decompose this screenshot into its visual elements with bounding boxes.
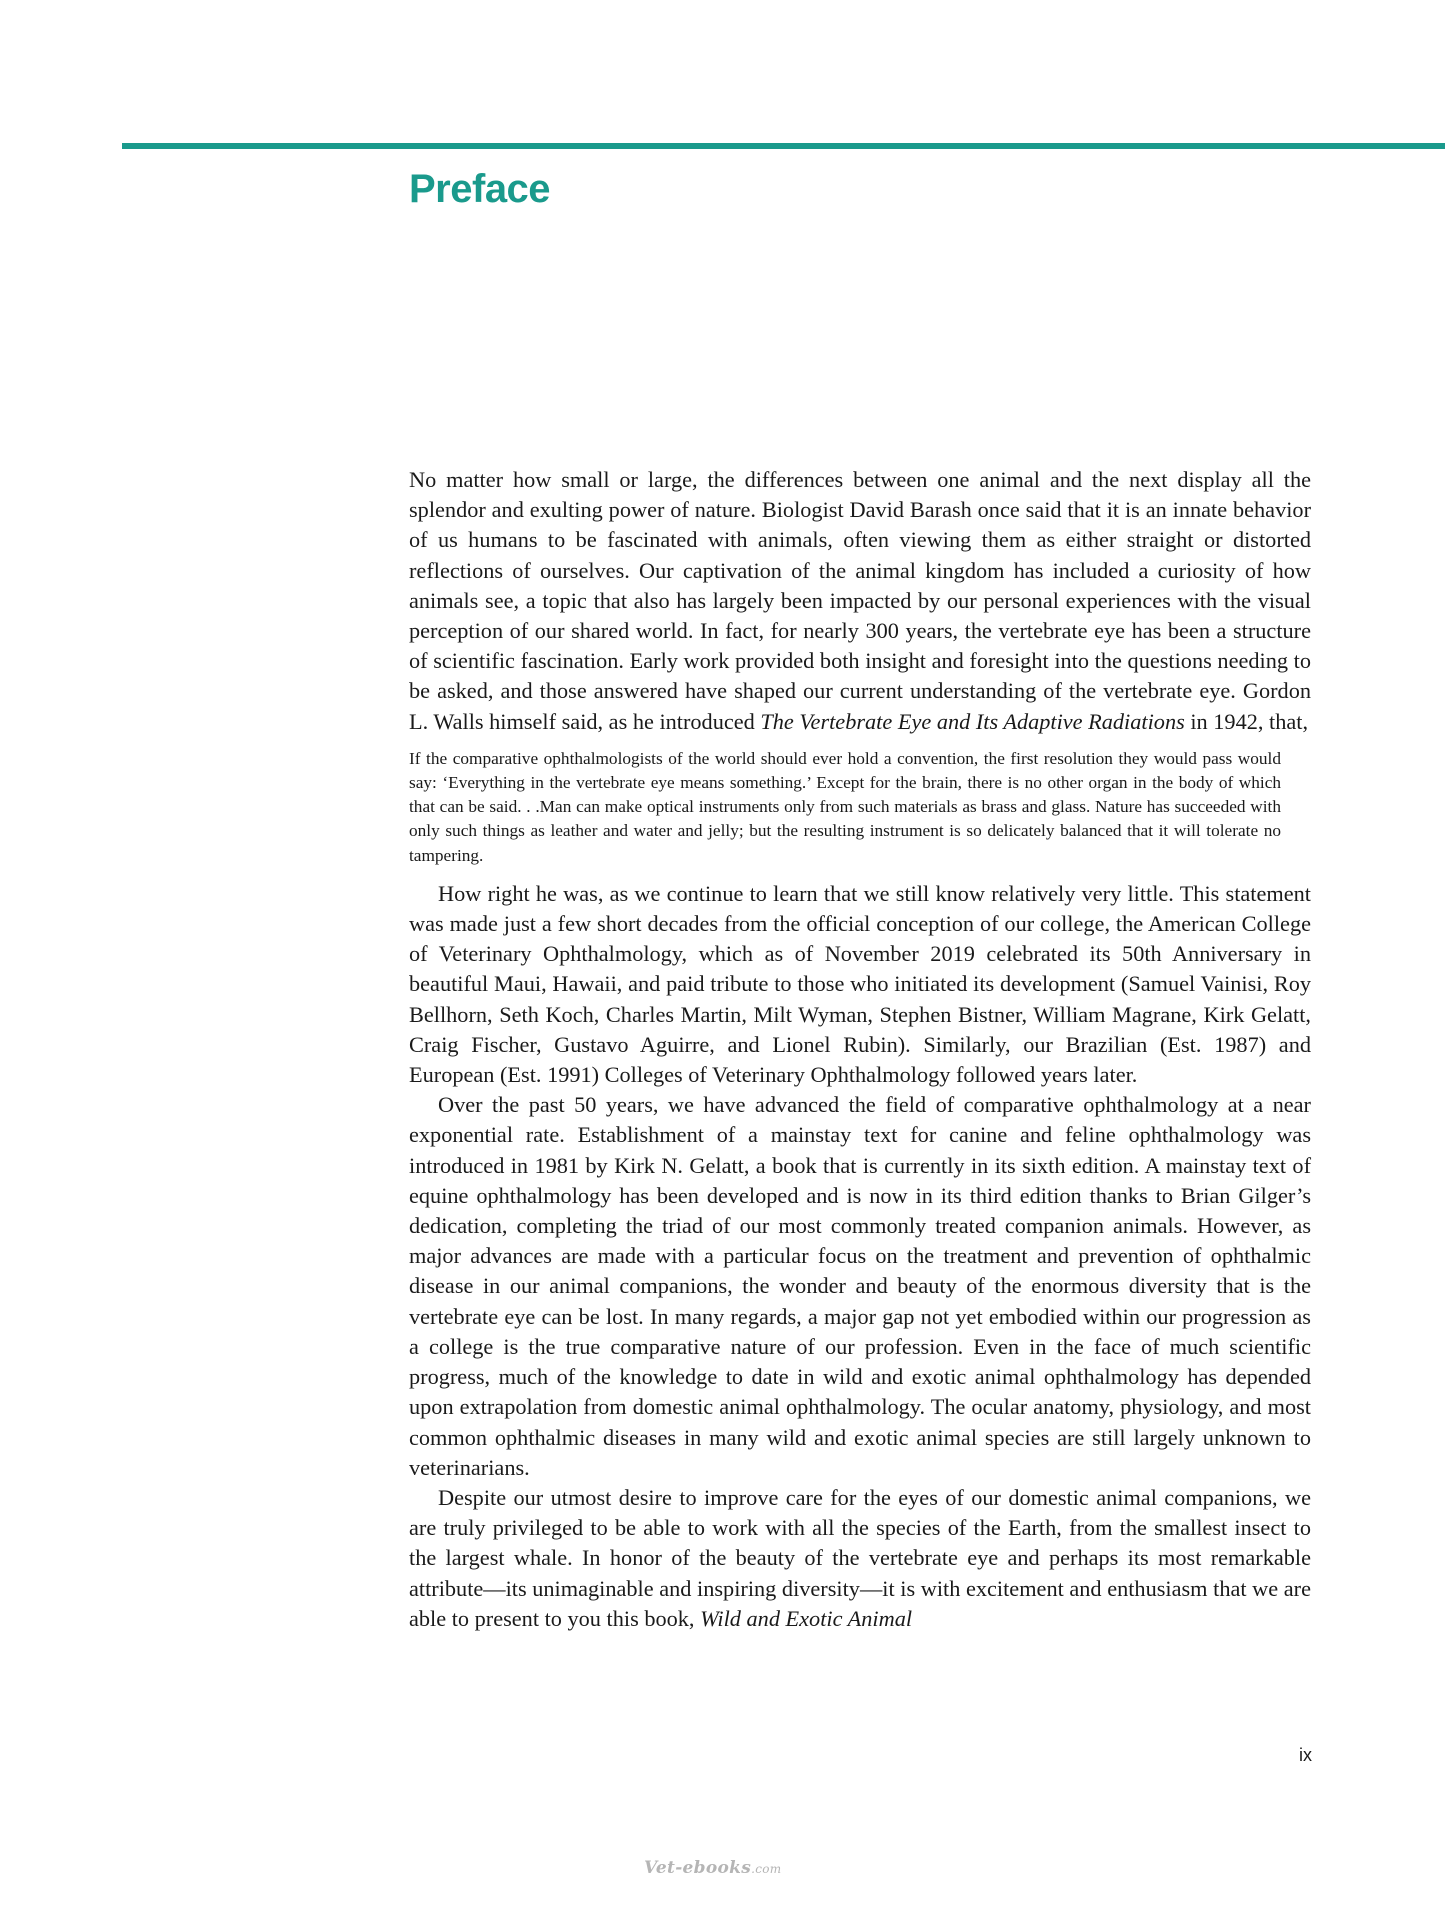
paragraph-intro-text: No matter how small or large, the differences between one animal and the next display all the splendor and exulting power of nature. Biologist David Barash once said that it is an innate behavior of us humans to be fascinated with animals, often viewing them as either straight or distorted reflections of ourselves. Our captivation of the animal kingdom has included a curiosity of how animals see, a topic that also has largely been impacted by our personal experiences with the visual perception of our shared world. In fact, for nearly 300 years, the vertebrate eye has been a structure of scientific fascination. Early work provided both insight and foresight into the questions needing to be asked, and those answered have shaped our current understanding of the vertebrate eye. Gordon L. Walls himself said, as he introduced — [409, 467, 1311, 734]
page-number: ix — [1299, 1745, 1312, 1765]
header-rule — [122, 143, 1445, 149]
paragraph-college-history: How right he was, as we continue to learn that we still know relatively very little. This statement was made just a few short decades from the official conception of our college, the American College of Veterinary Ophthalmology, which as of November 2019 celebrated its 50th Anniversary in beautiful Maui, Hawaii, and paid tribute to those who initiated its development (Samuel Vainisi, Roy Bellhorn, Seth Koch, Charles Martin, Milt Wyman, Stephen Bistner, William Magrane, Kirk Gelatt, Craig Fischer, Gustavo Aguirre, and Lionel Rubin). Similarly, our Brazilian (Est. 1987) and European (Est. 1991) Colleges of Veterinary Ophthalmology followed years later. — [409, 880, 1311, 1088]
paragraph-book-intro-text: Despite our utmost desire to improve care for the eyes of our domestic animal companions, we are truly privileged to be able to work with all the species of the Earth, from the smallest insect to the largest whale. In honor of the beauty of the vertebrate eye and perhaps its most remarkable attribute—its unimaginable and inspiring diversity—it is with excitement and enthusiasm that we are able to present to you this book, — [409, 1484, 1311, 1631]
book-title-wild-exotic: Wild and Exotic Animal — [700, 1605, 913, 1631]
paragraph-book-intro — [409, 1483, 1311, 1634]
watermark-name: Vet-ebooks — [644, 1858, 752, 1878]
paragraph-intro — [409, 465, 1311, 737]
book-title-walls: The Vertebrate Eye and Its Adaptive Radiations — [760, 708, 1185, 734]
paragraph-intro-tail: in 1942, that, — [1184, 708, 1309, 734]
preface-body — [409, 465, 1311, 1634]
watermark-suffix: .com — [751, 1862, 782, 1876]
block-quote: If the comparative ophthalmologists of the world should ever hold a convention, the first resolution they would pass would say: ‘Everything in the vertebrate eye means something.’ Except for the brain, there is no other organ in the body of which that can be said. . .Man can make optical instruments only from such materials as brass and glass. Nature has succeeded with only such things as leather and water and jelly; but the resulting instrument is so delicately balanced that it will tolerate no tampering. — [409, 748, 1281, 865]
page-title: Preface — [409, 167, 551, 211]
paragraph-progress: Over the past 50 years, we have advanced the field of comparative ophthalmology at a near exponential rate. Establishment of a mainstay text for canine and feline ophthalmology was introduced in 1981 by Kirk N. Gelatt, a book that is currently in its sixth edition. A mainstay text of equine ophthalmology has been developed and is now in its third edition thanks to Brian Gilger’s dedication, completing the triad of our most commonly treated companion animals. However, as major advances are made with a particular focus on the treatment and prevention of ophthalmic disease in our animal companions, the wonder and beauty of the enormous diversity that is the vertebrate eye can be lost. In many regards, a major gap not yet embodied within our progression as a college is the true comparative nature of our profession. Even in the face of much scientific progress, much of the knowledge to date in wild and exotic animal ophthalmology has depended upon extrapolation from domestic animal ophthalmology. The ocular anatomy, physiology, and most common ophthalmic diseases in many wild and exotic animal species are still largely unknown to veterinarians. — [409, 1092, 1311, 1480]
watermark-logo — [644, 1858, 781, 1879]
